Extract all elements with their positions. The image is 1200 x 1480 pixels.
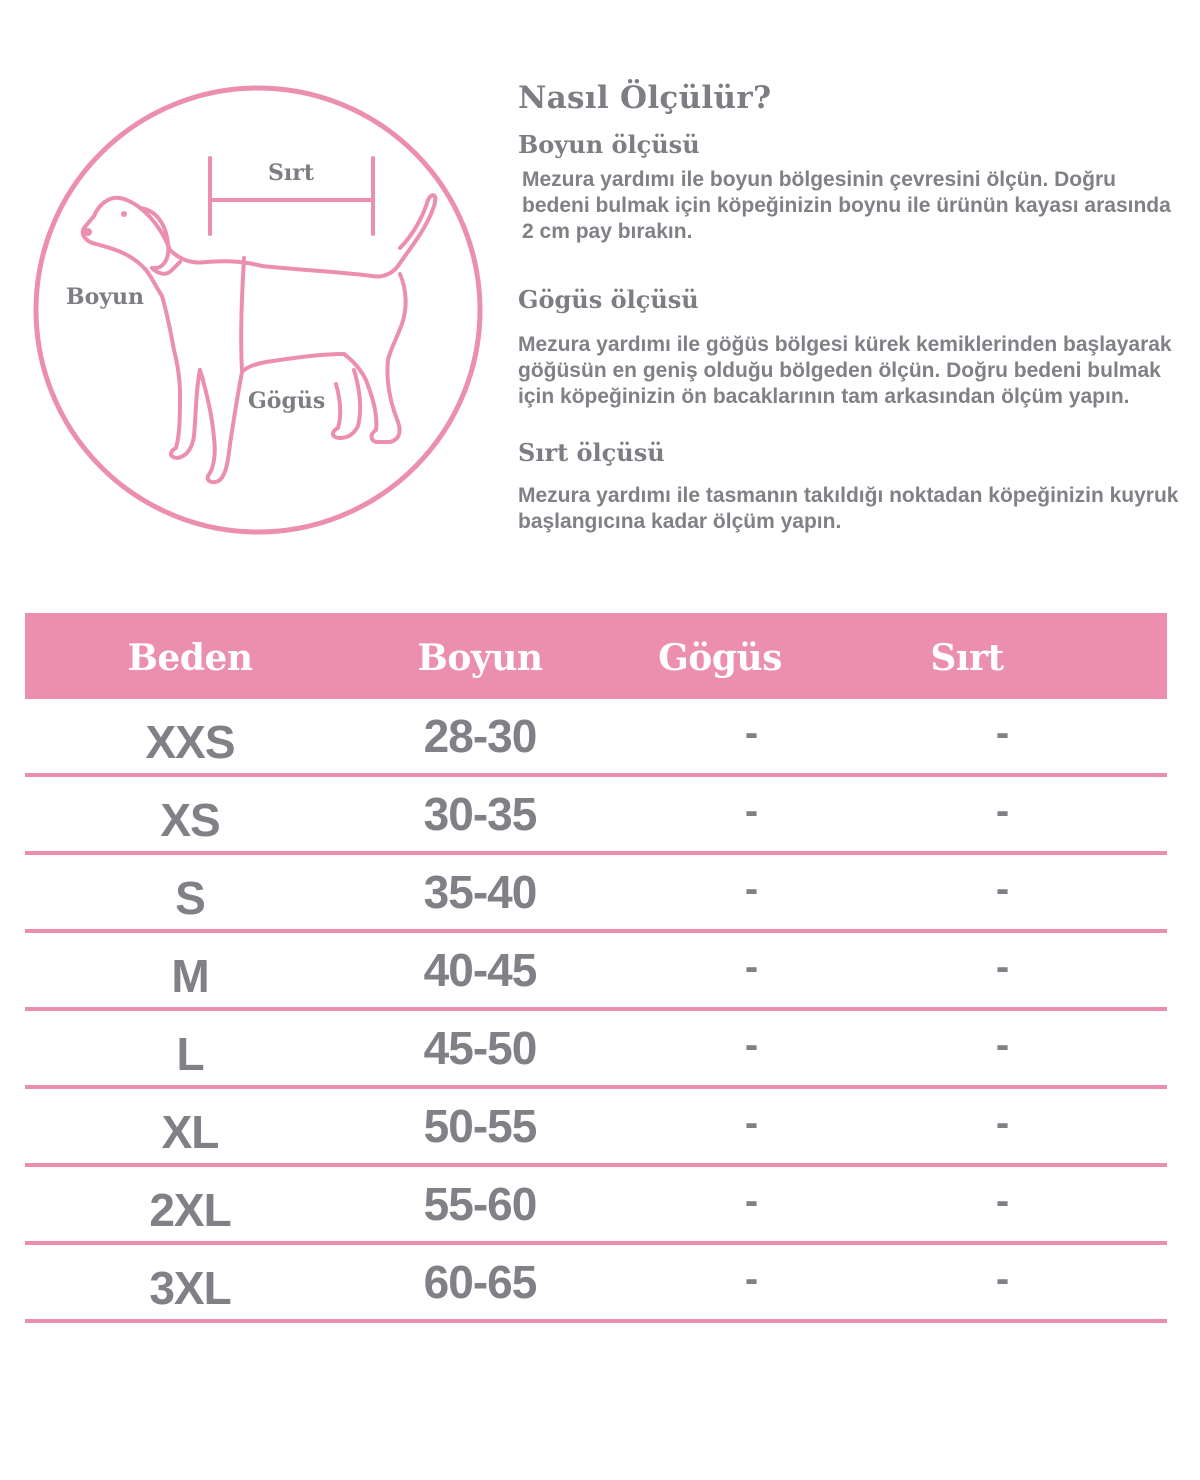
cell-size: M — [171, 950, 209, 1002]
table-row — [25, 855, 1167, 933]
cell-chest: - — [744, 945, 758, 989]
cell-chest: - — [744, 711, 758, 755]
neck-text-line: 2 cm pay bırakın. — [522, 220, 693, 243]
cell-size: 3XL — [149, 1262, 231, 1314]
neck-section — [518, 130, 1188, 245]
chest-heading: Gögüs ölçüsü — [518, 285, 699, 314]
size-table — [25, 613, 1167, 1323]
back-text-line: başlangıcına kadar ölçüm yapın. — [518, 510, 842, 533]
cell-neck: 40-45 — [423, 944, 537, 996]
table-header — [25, 613, 1167, 699]
neck-text-line: bedeni bulmak için köpeğinizin boynu ile ürünün kayası arasında — [522, 194, 1171, 217]
neck-heading: Boyun ölçüsü — [518, 130, 700, 159]
back-text-line: Mezura yardımı ile tasmanın takıldığı noktadan köpeğinizin kuyruk — [518, 484, 1179, 507]
chest-text-line: göğüsün en geniş olduğu bölgeden ölçün. Doğru bedeni bulmak — [518, 359, 1161, 382]
header-chest: Gögüs — [658, 637, 782, 679]
cell-back: - — [995, 711, 1009, 755]
dog-diagram — [30, 84, 490, 544]
cell-back: - — [995, 945, 1009, 989]
cell-chest: - — [744, 1257, 758, 1301]
guide-title: Nasıl Ölçülür? — [518, 80, 772, 116]
measurement-guide — [518, 80, 1188, 535]
cell-neck: 55-60 — [423, 1178, 537, 1230]
cell-size: XS — [160, 794, 220, 846]
cell-chest: - — [744, 789, 758, 833]
dog-silhouette — [83, 195, 436, 482]
dog-nose — [84, 228, 92, 236]
cell-chest: - — [744, 1023, 758, 1067]
cell-back: - — [995, 1023, 1009, 1067]
cell-size: XXS — [145, 716, 235, 768]
cell-back: - — [995, 867, 1009, 911]
table-row — [25, 1011, 1167, 1089]
label-chest: Gögüs — [248, 388, 326, 414]
cell-size: S — [175, 872, 205, 924]
cell-size: 2XL — [149, 1184, 231, 1236]
cell-neck: 50-55 — [423, 1100, 537, 1152]
cell-neck: 60-65 — [423, 1256, 537, 1308]
table-row — [25, 933, 1167, 1011]
table-row — [25, 777, 1167, 855]
cell-size: XL — [161, 1106, 219, 1158]
dog-eye — [121, 211, 127, 217]
header-back: Sırt — [930, 637, 1004, 679]
label-neck: Boyun — [66, 284, 145, 310]
cell-chest: - — [744, 867, 758, 911]
table-row — [25, 699, 1167, 777]
cell-back: - — [995, 1101, 1009, 1145]
table-row — [25, 1167, 1167, 1245]
back-heading: Sırt ölçüsü — [518, 438, 665, 467]
chest-text-line: Mezura yardımı ile göğüs bölgesi kürek kemiklerinden başlayarak — [518, 333, 1172, 356]
label-back: Sırt — [268, 160, 314, 186]
chest-text-line: için köpeğinizin ön bacaklarının tam arkasından ölçüm yapın. — [518, 385, 1130, 408]
cell-back: - — [995, 1179, 1009, 1223]
table-row — [25, 1089, 1167, 1167]
cell-neck: 45-50 — [423, 1022, 537, 1074]
cell-neck: 28-30 — [423, 710, 537, 762]
cell-neck: 30-35 — [423, 788, 537, 840]
back-section — [518, 438, 1188, 535]
cell-back: - — [995, 789, 1009, 833]
header-neck: Boyun — [417, 637, 543, 679]
cell-size: L — [176, 1028, 204, 1080]
chest-section — [518, 285, 1188, 410]
figure-circle — [36, 88, 480, 532]
table-row — [25, 1245, 1167, 1323]
neck-text-line: Mezura yardımı ile boyun bölgesinin çevresini ölçün. Doğru — [522, 168, 1116, 191]
cell-back: - — [995, 1257, 1009, 1301]
dog-measurement-figure — [30, 84, 490, 544]
cell-chest: - — [744, 1179, 758, 1223]
cell-chest: - — [744, 1101, 758, 1145]
cell-neck: 35-40 — [423, 866, 537, 918]
header-size: Beden — [127, 637, 253, 679]
